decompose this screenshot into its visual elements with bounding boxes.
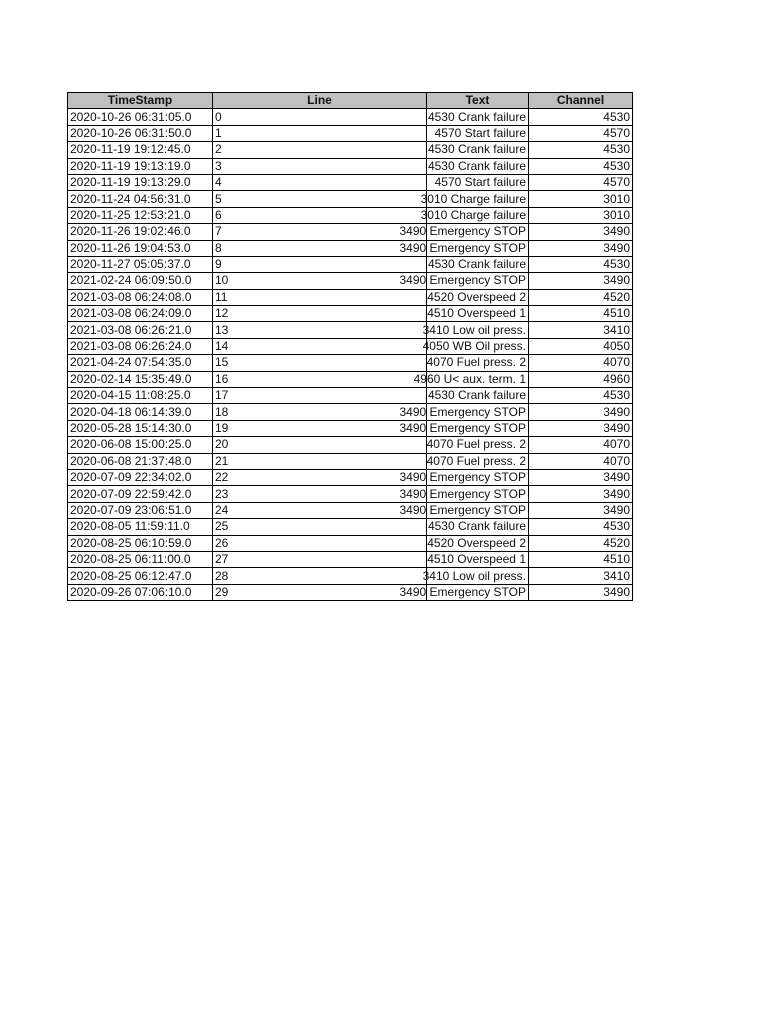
text-cell-value: 3490 Emergency STOP [399, 470, 526, 485]
line-cell: 18 [213, 404, 427, 420]
table-row [68, 158, 633, 174]
text-cell [427, 306, 529, 322]
timestamp-cell: 2020-09-26 07:06:10.0 [68, 584, 213, 600]
line-cell: 24 [213, 502, 427, 518]
text-cell-value: 4520 Overspeed 2 [427, 289, 526, 304]
timestamp-cell: 2020-07-09 23:06:51.0 [68, 502, 213, 518]
text-cell-value: 4510 Overspeed 1 [427, 306, 526, 321]
line-cell: 1 [213, 125, 427, 141]
text-cell [399, 224, 529, 240]
text-cell [427, 158, 529, 174]
line-cell: 16 [213, 371, 427, 387]
line-cell: 26 [213, 535, 427, 551]
timestamp-cell: 2020-11-26 19:02:46.0 [68, 224, 213, 240]
table-row [68, 469, 633, 485]
text-cell-value: 3490 Emergency STOP [399, 404, 526, 419]
timestamp-cell: 2020-11-19 19:13:29.0 [68, 174, 213, 190]
timestamp-cell: 2020-04-18 06:14:39.0 [68, 404, 213, 420]
channel-cell: 4520 [529, 535, 633, 551]
timestamp-cell: 2020-08-25 06:11:00.0 [68, 551, 213, 567]
channel-cell: 3410 [529, 322, 633, 338]
line-cell: 19 [213, 420, 427, 436]
text-cell-value: 3490 Emergency STOP [399, 584, 526, 599]
timestamp-cell: 2020-06-08 15:00:25.0 [68, 437, 213, 453]
timestamp-cell: 2020-07-09 22:34:02.0 [68, 469, 213, 485]
table-row [68, 240, 633, 256]
table-row [68, 584, 633, 600]
table-row [68, 371, 633, 387]
table-row [68, 502, 633, 518]
line-cell: 5 [213, 191, 427, 207]
column-header-line: Line [213, 93, 427, 109]
table-body [68, 109, 633, 601]
text-cell [427, 256, 529, 272]
text-cell [399, 502, 529, 518]
text-cell-value: 3010 Charge failure [420, 207, 526, 222]
channel-cell: 4570 [529, 125, 633, 141]
line-cell: 17 [213, 388, 427, 404]
timestamp-cell: 2021-03-08 06:24:09.0 [68, 306, 213, 322]
channel-cell: 3490 [529, 502, 633, 518]
text-cell [427, 174, 529, 190]
text-cell [427, 535, 529, 551]
text-cell [399, 420, 529, 436]
line-cell: 11 [213, 289, 427, 305]
table-row [68, 174, 633, 190]
line-cell: 0 [213, 109, 427, 125]
channel-cell: 4530 [529, 256, 633, 272]
text-cell-value: 3410 Low oil press. [422, 322, 526, 337]
text-cell-value: 4050 WB Oil press. [422, 339, 526, 354]
channel-cell: 4570 [529, 174, 633, 190]
text-cell-value: 4070 Fuel press. 2 [426, 437, 526, 452]
text-cell-value: 3490 Emergency STOP [399, 240, 526, 255]
channel-cell: 4050 [529, 338, 633, 354]
line-cell: 20 [213, 437, 427, 453]
text-cell [420, 191, 529, 207]
channel-cell: 3490 [529, 486, 633, 502]
line-cell: 22 [213, 469, 427, 485]
text-cell-value: 4530 Crank failure [427, 388, 526, 403]
text-cell [422, 338, 529, 354]
timestamp-cell: 2021-03-08 06:24:08.0 [68, 289, 213, 305]
text-cell-value: 3490 Emergency STOP [399, 486, 526, 501]
table-row [68, 453, 633, 469]
timestamp-cell: 2020-08-05 11:59:11.0 [68, 519, 213, 535]
table-row [68, 207, 633, 223]
channel-cell: 3490 [529, 240, 633, 256]
text-cell [413, 371, 529, 387]
line-cell: 2 [213, 142, 427, 158]
timestamp-cell: 2020-11-19 19:12:45.0 [68, 142, 213, 158]
text-cell [399, 584, 529, 600]
text-cell-value: 3410 Low oil press. [422, 568, 526, 583]
line-cell: 13 [213, 322, 427, 338]
text-cell-value: 3490 Emergency STOP [399, 421, 526, 435]
line-cell: 10 [213, 273, 427, 289]
line-cell: 21 [213, 453, 427, 469]
channel-cell: 4510 [529, 551, 633, 567]
text-cell [399, 240, 529, 256]
channel-cell: 4530 [529, 519, 633, 535]
column-header-timestamp: TimeStamp [68, 93, 213, 109]
timestamp-cell: 2020-06-08 21:37:48.0 [68, 453, 213, 469]
line-cell: 29 [213, 584, 427, 600]
timestamp-cell: 2020-04-15 11:08:25.0 [68, 388, 213, 404]
text-cell-value: 4530 Crank failure [427, 109, 526, 124]
text-cell [422, 322, 529, 338]
text-cell [427, 453, 529, 469]
table-row [68, 256, 633, 272]
column-header-text: Text [427, 93, 529, 109]
timestamp-cell: 2020-11-27 05:05:37.0 [68, 256, 213, 272]
channel-cell: 3490 [529, 469, 633, 485]
timestamp-cell: 2021-02-24 06:09:50.0 [68, 273, 213, 289]
channel-cell: 4530 [529, 142, 633, 158]
table-row [68, 109, 633, 125]
text-cell [427, 142, 529, 158]
table-row [68, 535, 633, 551]
text-cell [399, 404, 529, 420]
table-row [68, 568, 633, 584]
timestamp-cell: 2020-05-28 15:14:30.0 [68, 420, 213, 436]
line-cell: 9 [213, 256, 427, 272]
timestamp-cell: 2020-07-09 22:59:42.0 [68, 486, 213, 502]
text-cell [420, 207, 529, 223]
table-row [68, 420, 633, 436]
text-cell [399, 469, 529, 485]
text-cell [422, 568, 529, 584]
timestamp-cell: 2021-04-24 07:54:35.0 [68, 355, 213, 371]
text-cell-value: 4530 Crank failure [427, 158, 526, 173]
table-row [68, 224, 633, 240]
text-cell [399, 273, 529, 289]
text-cell [399, 486, 529, 502]
text-cell-value: 4510 Overspeed 1 [427, 552, 526, 567]
channel-cell: 3010 [529, 207, 633, 223]
timestamp-cell: 2020-11-26 19:04:53.0 [68, 240, 213, 256]
timestamp-cell: 2020-02-14 15:35:49.0 [68, 371, 213, 387]
channel-cell: 4520 [529, 289, 633, 305]
channel-cell: 4070 [529, 355, 633, 371]
channel-cell: 3490 [529, 420, 633, 436]
timestamp-cell: 2020-10-26 06:31:05.0 [68, 109, 213, 125]
channel-cell: 4960 [529, 371, 633, 387]
text-cell-value: 4530 Crank failure [427, 519, 526, 534]
text-cell-value: 4520 Overspeed 2 [427, 535, 526, 550]
text-cell-value: 4070 Fuel press. 2 [426, 355, 526, 370]
text-cell-value: 3490 Emergency STOP [399, 273, 526, 288]
line-cell: 23 [213, 486, 427, 502]
table-row [68, 355, 633, 371]
text-cell [427, 519, 529, 535]
event-log-table [67, 92, 633, 601]
table-row [68, 289, 633, 305]
channel-cell: 4530 [529, 109, 633, 125]
line-cell: 12 [213, 306, 427, 322]
text-cell-value: 3490 Emergency STOP [399, 502, 526, 517]
line-cell: 4 [213, 174, 427, 190]
channel-cell: 4070 [529, 437, 633, 453]
channel-cell: 3490 [529, 584, 633, 600]
text-cell [427, 437, 529, 453]
channel-cell: 3010 [529, 191, 633, 207]
channel-cell: 4530 [529, 388, 633, 404]
table-row [68, 404, 633, 420]
text-cell-value: 4530 Crank failure [427, 257, 526, 272]
table-row [68, 273, 633, 289]
text-cell-value: 4570 Start failure [434, 125, 526, 140]
channel-cell: 3490 [529, 273, 633, 289]
line-cell: 25 [213, 519, 427, 535]
channel-cell: 3490 [529, 224, 633, 240]
line-cell: 6 [213, 207, 427, 223]
channel-cell: 4530 [529, 158, 633, 174]
channel-cell: 4070 [529, 453, 633, 469]
table-row [68, 519, 633, 535]
timestamp-cell: 2020-08-25 06:10:59.0 [68, 535, 213, 551]
line-cell: 14 [213, 338, 427, 354]
table-row [68, 191, 633, 207]
line-cell: 7 [213, 224, 427, 240]
text-cell-value: 4530 Crank failure [427, 142, 526, 157]
table-row [68, 486, 633, 502]
table-row [68, 125, 633, 141]
text-cell [427, 109, 529, 125]
timestamp-cell: 2020-11-25 12:53:21.0 [68, 207, 213, 223]
timestamp-cell: 2020-11-19 19:13:19.0 [68, 158, 213, 174]
text-cell [427, 551, 529, 567]
line-cell: 8 [213, 240, 427, 256]
line-cell: 3 [213, 158, 427, 174]
text-cell-value: 4070 Fuel press. 2 [426, 453, 526, 468]
text-cell-value: 4570 Start failure [434, 175, 526, 190]
channel-cell: 4510 [529, 306, 633, 322]
text-cell [427, 355, 529, 371]
text-cell [427, 289, 529, 305]
line-cell: 28 [213, 568, 427, 584]
table-row [68, 322, 633, 338]
header-row [68, 93, 633, 109]
column-header-channel: Channel [529, 93, 633, 109]
channel-cell: 3490 [529, 404, 633, 420]
timestamp-cell: 2020-10-26 06:31:50.0 [68, 125, 213, 141]
text-cell-value: 3010 Charge failure [420, 191, 526, 206]
channel-cell: 3410 [529, 568, 633, 584]
line-cell: 27 [213, 551, 427, 567]
table-row [68, 142, 633, 158]
table-row [68, 338, 633, 354]
timestamp-cell: 2020-11-24 04:56:31.0 [68, 191, 213, 207]
timestamp-cell: 2021-03-08 06:26:24.0 [68, 338, 213, 354]
table-row [68, 388, 633, 404]
text-cell-value: 4960 U< aux. term. 1 [413, 371, 526, 386]
text-cell-value: 3490 Emergency STOP [399, 224, 526, 239]
table-row [68, 306, 633, 322]
table-row [68, 551, 633, 567]
text-cell [427, 388, 529, 404]
timestamp-cell: 2020-08-25 06:12:47.0 [68, 568, 213, 584]
timestamp-cell: 2021-03-08 06:26:21.0 [68, 322, 213, 338]
text-cell [427, 125, 529, 141]
table-row [68, 437, 633, 453]
line-cell: 15 [213, 355, 427, 371]
